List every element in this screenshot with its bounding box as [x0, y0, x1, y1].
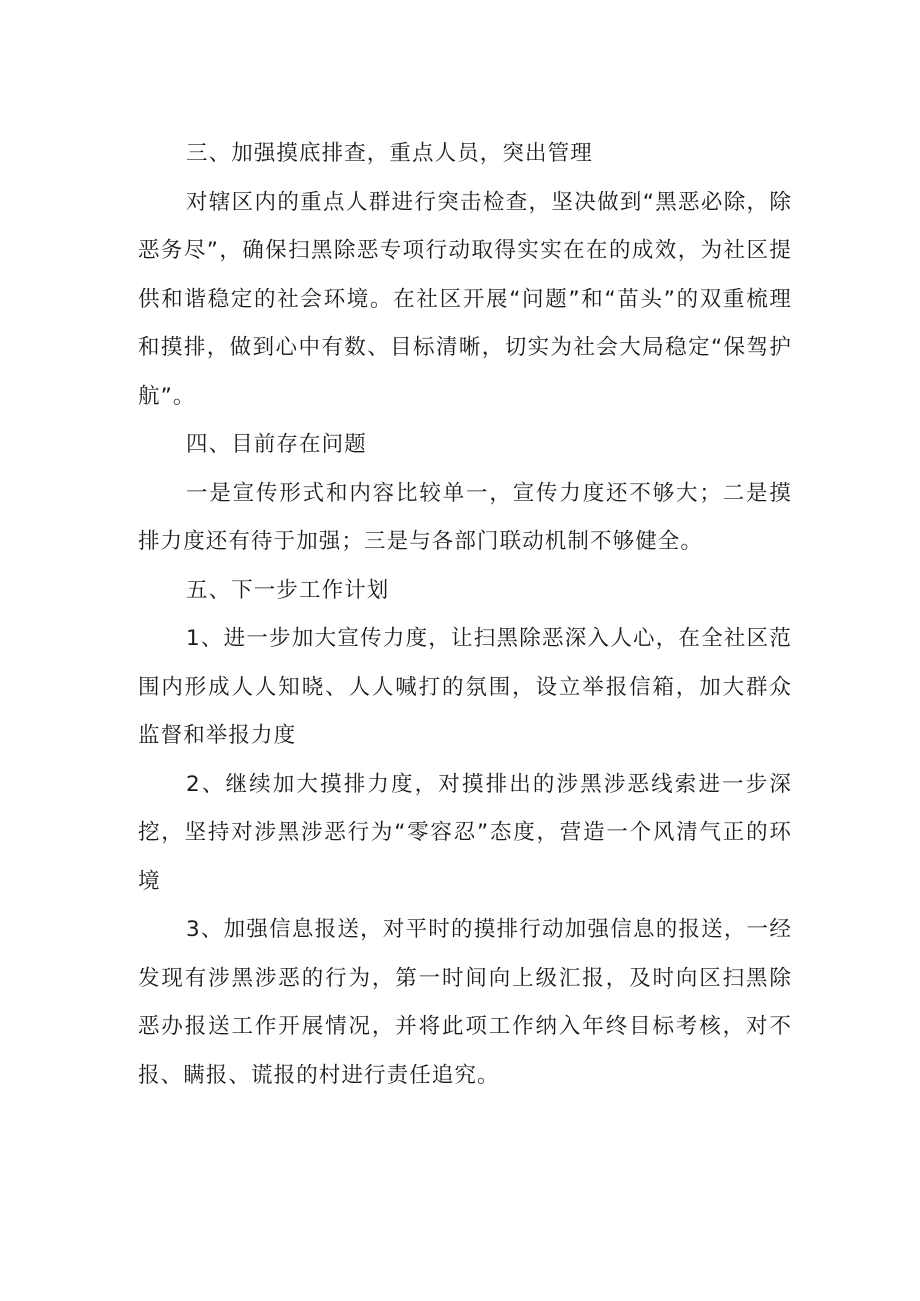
plan-item-3: 3、加强信息报送，对平时的摸排行动加强信息的报送，一经发现有涉黑涉恶的行为，第一时间向上级汇报，及时向区扫黑除恶办报送工作开展情况，并将此项工作纳入年终目标考核，对不报、瞒报、谎报的村进行责任追究。: [138, 917, 792, 1088]
plan-item-2: 2、继续加大摸排力度，对摸排出的涉黑涉恶线索进一步深挖，坚持对涉黑涉恶行为“零容忍”态度，营造一个风清气正的环境: [138, 771, 792, 894]
section-heading-5: 五、下一步工作计划: [186, 577, 390, 603]
paragraph-problems: 一是宣传形式和内容比较单一，宣传力度还不够大；二是摸排力度还有待于加强；三是与各部门联动机制不够健全。: [138, 480, 792, 554]
section-heading-4: 四、目前存在问题: [186, 432, 367, 457]
document-body: [138, 130, 792, 1100]
paragraph-inspection: 对辖区内的重点人群进行突击检查，坚决做到“黑恶必除，除恶务尽”，确保扫黑除恶专项行动取得实实在在的成效，为社区提供和谐稳定的社会环境。在社区开展“问题”和“苗头”的双重梳理和摸排，做到心中有数、目标清晰，切实为社会大局稳定“保驾护航”。: [138, 189, 792, 409]
plan-item-1: 1、进一步加大宣传力度，让扫黑除恶深入人心，在全社区范围内形成人人知晓、人人喊打的氛围，设立举报信箱，加大群众监督和举报力度: [138, 626, 792, 748]
section-heading-3: 三、加强摸底排查，重点人员，突出管理: [186, 141, 593, 166]
